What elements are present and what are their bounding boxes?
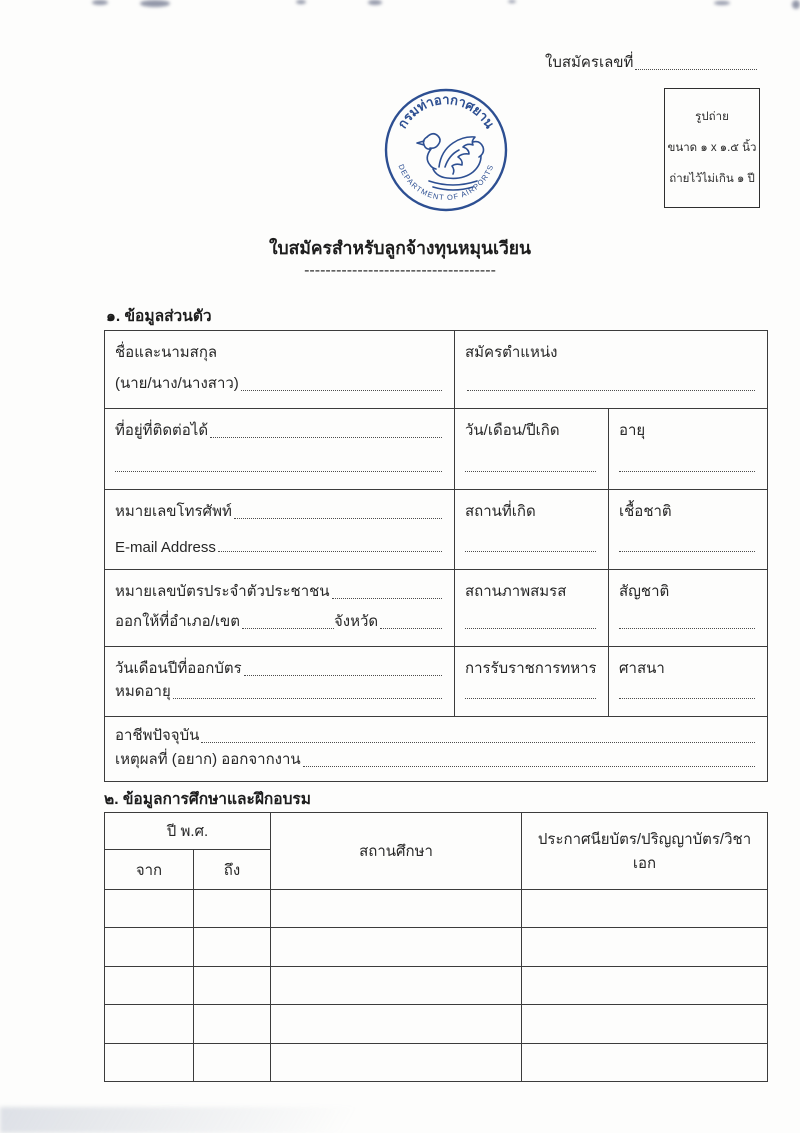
year-from-header: จาก bbox=[105, 849, 193, 889]
position-label: สมัครตำแหน่ง bbox=[465, 344, 558, 361]
title-underline: ------------------------------------ bbox=[304, 262, 496, 279]
fullname-cell bbox=[105, 331, 454, 408]
photo-box-line2: ขนาด ๑ x ๑.๕ นิ้ว bbox=[667, 142, 757, 154]
application-number-line bbox=[545, 50, 757, 74]
education-year-to-cell[interactable] bbox=[193, 889, 270, 927]
issued-at-blank[interactable] bbox=[242, 628, 334, 629]
seal-svg bbox=[383, 87, 509, 213]
military-service-cell bbox=[454, 646, 608, 716]
education-year-to-cell[interactable] bbox=[193, 1004, 270, 1042]
military-service-blank[interactable] bbox=[465, 698, 596, 699]
email-label: E-mail Address bbox=[115, 539, 216, 556]
card-issue-date-label: วันเดือนปีที่ออกบัตร bbox=[115, 659, 242, 677]
photo-attach-box[interactable] bbox=[664, 88, 760, 208]
scan-artifact bbox=[714, 1, 730, 5]
education-table bbox=[104, 812, 768, 1082]
department-of-airports-seal bbox=[383, 87, 509, 213]
education-school-cell[interactable] bbox=[270, 966, 521, 1004]
age-blank[interactable] bbox=[619, 471, 755, 472]
birthdate-blank[interactable] bbox=[465, 471, 596, 472]
scan-artifact bbox=[140, 0, 170, 7]
occupation-blank[interactable] bbox=[201, 742, 755, 743]
card-expiry-blank[interactable] bbox=[173, 698, 442, 699]
nationality-cell bbox=[608, 569, 767, 646]
education-school-cell[interactable] bbox=[270, 927, 521, 965]
scan-artifact bbox=[792, 0, 800, 9]
position-blank[interactable] bbox=[467, 390, 755, 391]
email-blank[interactable] bbox=[218, 551, 442, 552]
scan-artifact bbox=[296, 0, 306, 4]
province-label: จังหวัด bbox=[333, 613, 379, 630]
education-certificate-cell[interactable] bbox=[521, 927, 767, 965]
education-certificate-cell[interactable] bbox=[521, 1004, 767, 1042]
school-header: สถานศึกษา bbox=[270, 813, 521, 889]
occupation-label: อาชีพปัจจุบัน bbox=[115, 727, 200, 744]
education-year-from-cell[interactable] bbox=[105, 1043, 193, 1081]
photo-box-line3: ถ่ายไว้ไม่เกิน ๑ ปี bbox=[669, 173, 755, 185]
year-to-header: ถึง bbox=[193, 849, 270, 889]
education-school-cell[interactable] bbox=[270, 1004, 521, 1042]
fullname-blank[interactable] bbox=[241, 390, 442, 391]
card-expiry-label: หมดอายุ bbox=[115, 683, 171, 700]
age-cell bbox=[608, 408, 767, 489]
education-year-to-cell[interactable] bbox=[193, 966, 270, 1004]
province-blank[interactable] bbox=[380, 628, 442, 629]
position-cell bbox=[454, 331, 767, 408]
id-card-label: หมายเลขบัตรประจำตัวประชาชน bbox=[115, 583, 330, 600]
address-blank-1[interactable] bbox=[210, 437, 442, 438]
education-year-from-cell[interactable] bbox=[105, 927, 193, 965]
religion-label: ศาสนา bbox=[619, 660, 665, 677]
leave-reason-blank[interactable] bbox=[303, 766, 755, 767]
form-title: ใบสมัครสำหรับลูกจ้างทุนหมุนเวียน bbox=[268, 238, 532, 258]
race-label: เชื้อชาติ bbox=[619, 503, 672, 520]
address-label: ที่อยู่ที่ติดต่อได้ bbox=[115, 422, 209, 439]
race-blank[interactable] bbox=[619, 551, 755, 552]
photo-box-line1: รูปถ่าย bbox=[695, 111, 729, 123]
education-year-to-cell[interactable] bbox=[193, 1043, 270, 1081]
scan-artifact bbox=[508, 0, 516, 3]
birthplace-blank[interactable] bbox=[465, 551, 596, 552]
address-blank-2[interactable] bbox=[115, 471, 442, 472]
personal-info-table bbox=[104, 330, 768, 782]
fullname-label: ชื่อและนามสกุล bbox=[115, 344, 218, 361]
education-certificate-cell[interactable] bbox=[521, 1043, 767, 1081]
education-year-to-cell[interactable] bbox=[193, 927, 270, 965]
nationality-label: สัญชาติ bbox=[619, 583, 670, 600]
education-year-from-cell[interactable] bbox=[105, 889, 193, 927]
religion-blank[interactable] bbox=[619, 698, 755, 699]
race-cell bbox=[608, 489, 767, 569]
address-cell bbox=[105, 408, 454, 489]
marital-status-label: สถานภาพสมรส bbox=[465, 583, 567, 600]
education-year-from-cell[interactable] bbox=[105, 1004, 193, 1042]
military-service-label: การรับราชการทหาร bbox=[465, 660, 597, 677]
issued-at-label: ออกให้ที่อำเภอ/เขต bbox=[115, 613, 240, 630]
application-number-label: ใบสมัครเลขที่ bbox=[545, 54, 634, 71]
svg-text:DEPARTMENT OF AIRPORTS: DEPARTMENT OF AIRPORTS bbox=[396, 162, 496, 203]
application-number-blank[interactable] bbox=[635, 69, 757, 70]
scan-shadow bbox=[0, 1107, 464, 1133]
year-be-header: ปี พ.ศ. bbox=[166, 823, 209, 840]
education-school-cell[interactable] bbox=[270, 889, 521, 927]
education-school-cell[interactable] bbox=[270, 1043, 521, 1081]
phone-email-cell bbox=[105, 489, 454, 569]
nationality-blank[interactable] bbox=[619, 628, 755, 629]
leave-reason-label: เหตุผลที่ (อยาก) ออกจากงาน bbox=[115, 751, 301, 768]
marital-status-cell bbox=[454, 569, 608, 646]
id-card-blank[interactable] bbox=[332, 598, 442, 599]
birthdate-label: วัน/เดือน/ปีเกิด bbox=[465, 422, 560, 439]
phone-blank[interactable] bbox=[234, 518, 442, 519]
svg-text:กรมท่าอากาศยาน: กรมท่าอากาศยาน bbox=[394, 91, 498, 131]
scan-artifact bbox=[368, 0, 382, 5]
name-prefix-label: (นาย/นาง/นางสาว) bbox=[115, 375, 239, 392]
age-label: อายุ bbox=[619, 422, 646, 439]
birthplace-label: สถานที่เกิด bbox=[465, 503, 536, 520]
scan-artifact bbox=[92, 0, 108, 5]
marital-status-blank[interactable] bbox=[465, 628, 596, 629]
education-certificate-cell[interactable] bbox=[521, 889, 767, 927]
occupation-cell bbox=[105, 716, 767, 781]
card-dates-cell bbox=[105, 646, 454, 716]
education-year-from-cell[interactable] bbox=[105, 966, 193, 1004]
section-education-heading: ๒. ข้อมูลการศึกษาและฝึกอบรม bbox=[104, 791, 311, 808]
section-personal-heading: ๑. ข้อมูลส่วนตัว bbox=[106, 308, 212, 325]
phone-label: หมายเลขโทรศัพท์ bbox=[115, 503, 232, 520]
certificate-header: ประกาศนียบัตร/ปริญญาบัตร/วิชาเอก bbox=[521, 813, 767, 889]
birthplace-cell bbox=[454, 489, 608, 569]
card-issue-date-blank[interactable] bbox=[244, 675, 442, 676]
education-certificate-cell[interactable] bbox=[521, 966, 767, 1004]
religion-cell bbox=[608, 646, 767, 716]
swan-emblem bbox=[417, 134, 484, 190]
birthdate-cell bbox=[454, 408, 608, 489]
id-card-cell bbox=[105, 569, 454, 646]
